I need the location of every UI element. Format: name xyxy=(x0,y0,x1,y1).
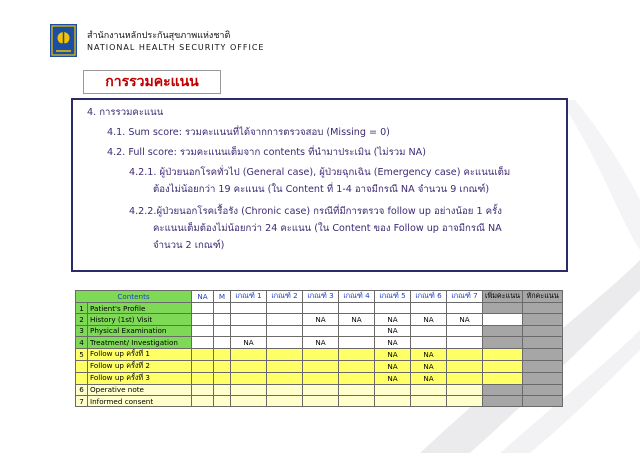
header-k2: เกณฑ์ 2 xyxy=(267,291,303,303)
cell-na: NA xyxy=(375,314,411,325)
cell-na: NA xyxy=(303,337,339,348)
title-box xyxy=(83,70,221,94)
table-header-row xyxy=(76,291,563,303)
cell xyxy=(267,360,303,372)
row-label: Follow up ครั้งที่ 2 xyxy=(88,360,192,372)
cell-na: NA xyxy=(411,360,447,372)
header-k1: เกณฑ์ 1 xyxy=(231,291,267,303)
cell xyxy=(523,372,563,384)
cell xyxy=(192,325,214,336)
cell xyxy=(231,314,267,325)
cell-na: NA xyxy=(303,314,339,325)
cell xyxy=(267,337,303,348)
header-na: NA xyxy=(192,291,214,303)
header-k6: เกณฑ์ 6 xyxy=(411,291,447,303)
cell-na: NA xyxy=(411,314,447,325)
cell xyxy=(214,314,231,325)
cell xyxy=(267,372,303,384)
cell xyxy=(339,348,375,360)
cell xyxy=(214,337,231,348)
cell xyxy=(447,395,483,406)
row-number xyxy=(76,372,88,384)
cell xyxy=(447,337,483,348)
table-row xyxy=(76,337,563,348)
cell xyxy=(483,314,523,325)
cell xyxy=(339,395,375,406)
cell xyxy=(339,372,375,384)
row-label: Follow up ครั้งที่ 3 xyxy=(88,372,192,384)
cell xyxy=(231,384,267,395)
header-add: เพิ่มคะแนน xyxy=(483,291,523,303)
cell xyxy=(411,384,447,395)
slide-title: การรวมคะแนน xyxy=(105,74,199,90)
cell xyxy=(231,348,267,360)
cell xyxy=(523,384,563,395)
cell xyxy=(483,337,523,348)
cell xyxy=(483,384,523,395)
row-label: Physical Examination xyxy=(88,325,192,336)
content-line-4: 4.2.1. ผู้ป่วยนอกโรคทั่วไป (General case), ผู้ป่วยฉุกเฉิน (Emergency case) คะแนนเต็ม xyxy=(129,167,511,178)
cell xyxy=(483,325,523,336)
cell xyxy=(523,395,563,406)
row-number: 4 xyxy=(76,337,88,348)
cell xyxy=(303,360,339,372)
cell xyxy=(483,360,523,372)
row-number xyxy=(76,360,88,372)
cell xyxy=(192,360,214,372)
header-k3: เกณฑ์ 3 xyxy=(303,291,339,303)
content-line-1: 4. การรวมคะแนน xyxy=(87,107,164,118)
cell-na: NA xyxy=(411,348,447,360)
cell xyxy=(267,395,303,406)
cell xyxy=(339,384,375,395)
row-number: 7 xyxy=(76,395,88,406)
cell xyxy=(214,360,231,372)
cell-na: NA xyxy=(375,337,411,348)
cell xyxy=(447,325,483,336)
cell-na: NA xyxy=(447,314,483,325)
row-number: 6 xyxy=(76,384,88,395)
cell xyxy=(231,325,267,336)
cell-na: NA xyxy=(339,314,375,325)
cell-na: NA xyxy=(375,360,411,372)
cell xyxy=(267,314,303,325)
header-k5: เกณฑ์ 5 xyxy=(375,291,411,303)
cell xyxy=(267,325,303,336)
cell xyxy=(214,348,231,360)
cell xyxy=(214,395,231,406)
row-label: Treatment/ Investigation xyxy=(88,337,192,348)
cell xyxy=(447,348,483,360)
cell xyxy=(231,372,267,384)
cell xyxy=(375,384,411,395)
cell xyxy=(303,372,339,384)
cell xyxy=(523,337,563,348)
cell xyxy=(267,303,303,314)
nhso-logo xyxy=(50,24,77,57)
cell xyxy=(267,384,303,395)
cell xyxy=(214,303,231,314)
row-label: Operative note xyxy=(88,384,192,395)
table-row xyxy=(76,303,563,314)
cell xyxy=(192,384,214,395)
cell-na: NA xyxy=(375,325,411,336)
cell xyxy=(231,360,267,372)
table-row xyxy=(76,395,563,406)
cell xyxy=(303,384,339,395)
table-row xyxy=(76,372,563,384)
row-number: 2 xyxy=(76,314,88,325)
content-line-3: 4.2. Full score: รวมคะแนนเต็มจาก contents ที่นำมาประเมิน (ไม่รวม NA) xyxy=(107,147,426,158)
cell xyxy=(303,303,339,314)
row-number: 3 xyxy=(76,325,88,336)
cell xyxy=(411,303,447,314)
cell xyxy=(447,303,483,314)
cell xyxy=(192,348,214,360)
cell xyxy=(411,325,447,336)
cell xyxy=(339,325,375,336)
row-label: Informed consent xyxy=(88,395,192,406)
header-contents: Contents xyxy=(76,291,192,303)
row-label: History (1st) Visit xyxy=(88,314,192,325)
header-m: M xyxy=(214,291,231,303)
cell xyxy=(523,325,563,336)
cell xyxy=(523,303,563,314)
cell-na: NA xyxy=(375,348,411,360)
cell xyxy=(303,348,339,360)
content-box xyxy=(71,98,568,272)
content-line-2: 4.1. Sum score: รวมคะแนนที่ได้จากการตรวจสอบ (Missing = 0) xyxy=(107,127,390,138)
org-name-english: NATIONAL HEALTH SECURITY OFFICE xyxy=(87,43,265,52)
cell xyxy=(192,337,214,348)
content-line-7: คะแนนเต็มต้องไม่น้อยกว่า 24 คะแนน (ใน Content ของ Follow up อาจมีกรณี NA xyxy=(153,223,502,234)
cell-na: NA xyxy=(231,337,267,348)
table-row xyxy=(76,348,563,360)
cell xyxy=(447,360,483,372)
row-number: 5 xyxy=(76,348,88,360)
cell-na: NA xyxy=(411,372,447,384)
table-row xyxy=(76,314,563,325)
row-label: Patient's Profile xyxy=(88,303,192,314)
cell xyxy=(483,395,523,406)
cell xyxy=(375,395,411,406)
org-name-thai: สำนักงานหลักประกันสุขภาพแห่งชาติ xyxy=(87,31,231,41)
cell xyxy=(231,303,267,314)
cell xyxy=(214,384,231,395)
cell-na: NA xyxy=(375,372,411,384)
cell xyxy=(192,314,214,325)
cell xyxy=(192,303,214,314)
cell xyxy=(447,372,483,384)
cell xyxy=(214,325,231,336)
cell xyxy=(483,372,523,384)
cell xyxy=(483,303,523,314)
cell xyxy=(411,337,447,348)
content-line-6: 4.2.2.ผู้ป่วยนอกโรคเรื้อรัง (Chronic case) กรณีที่มีการตรวจ follow up อย่างน้อย 1 ครั้ง xyxy=(129,206,502,217)
cell xyxy=(339,360,375,372)
content-line-5: ต้องไม่น้อยกว่า 19 คะแนน (ใน Content ที่ 1-4 อาจมีกรณี NA จำนวน 9 เกณฑ์) xyxy=(153,184,490,195)
cell xyxy=(483,348,523,360)
cell xyxy=(523,360,563,372)
header-k4: เกณฑ์ 4 xyxy=(339,291,375,303)
cell xyxy=(231,395,267,406)
table-row xyxy=(76,384,563,395)
cell xyxy=(411,395,447,406)
header-k7: เกณฑ์ 7 xyxy=(447,291,483,303)
cell xyxy=(214,372,231,384)
cell xyxy=(523,314,563,325)
table-row xyxy=(76,325,563,336)
row-label: Follow up ครั้งที่ 1 xyxy=(88,348,192,360)
table-row xyxy=(76,360,563,372)
cell xyxy=(303,395,339,406)
content-line-8: จำนวน 2 เกณฑ์) xyxy=(153,240,225,251)
header-deduct: หักคะแนน xyxy=(523,291,563,303)
cell xyxy=(303,325,339,336)
cell xyxy=(339,337,375,348)
score-table xyxy=(75,290,563,407)
cell xyxy=(523,348,563,360)
cell xyxy=(447,384,483,395)
cell xyxy=(192,372,214,384)
cell xyxy=(267,348,303,360)
cell xyxy=(339,303,375,314)
cell xyxy=(375,303,411,314)
cell xyxy=(192,395,214,406)
row-number: 1 xyxy=(76,303,88,314)
